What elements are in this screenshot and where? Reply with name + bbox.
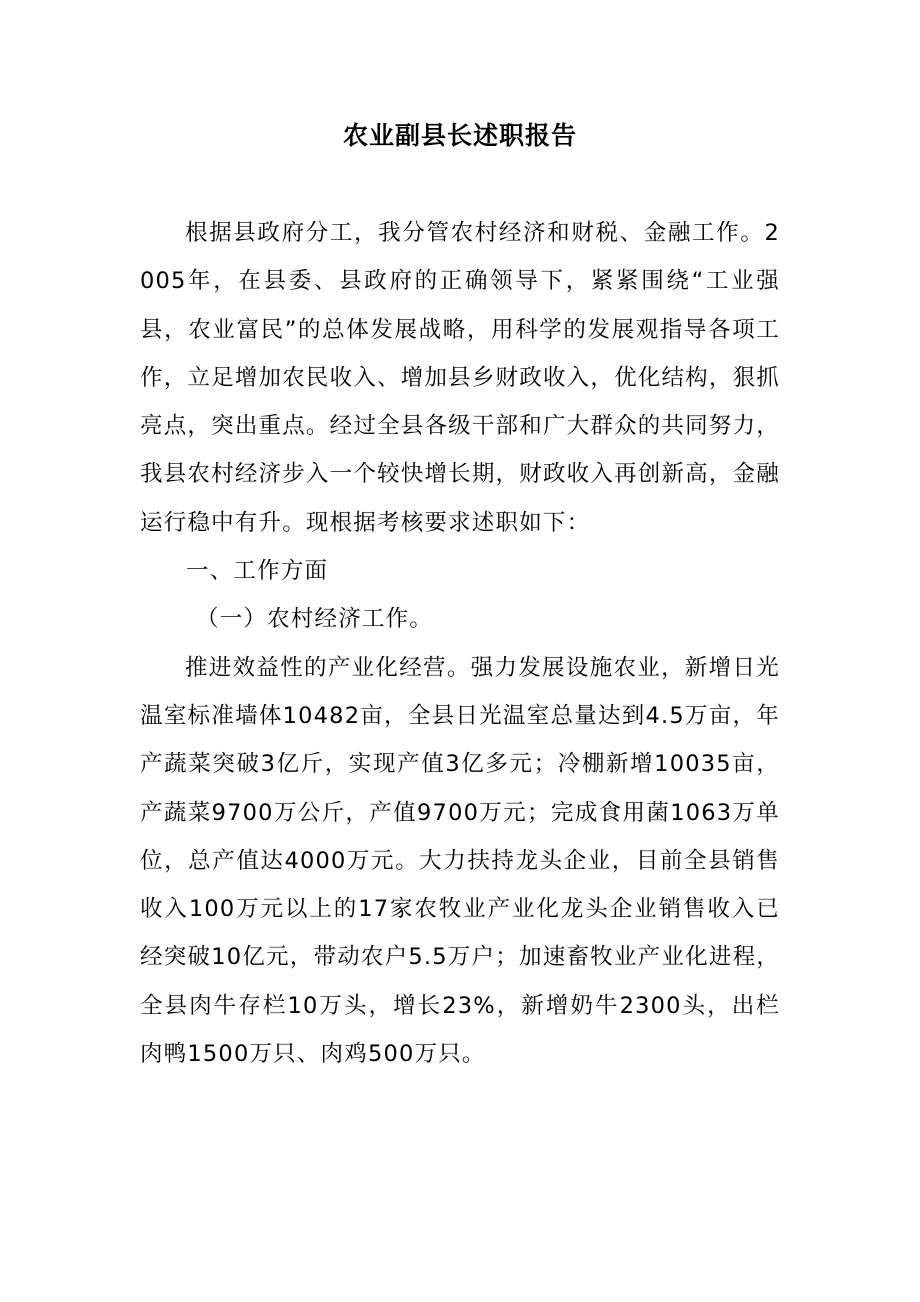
document-body <box>140 209 780 1078</box>
subsection-heading: （一）农村经济工作。 <box>196 606 434 633</box>
document-title: 农业副县长述职报告 <box>342 121 577 150</box>
section-heading: 一、工作方面 <box>186 558 329 585</box>
body-paragraph: 推进效益性的产业化经营。强力发展设施农业，新增日光温室标准墙体10482亩，全县日光温室总量达到4.5万亩，年产蔬菜突破3亿斤，实现产值3亿多元；冷棚新增10035亩，产蔬菜9700万公斤，产值9700万元；完成食用菌1063万单位，总产值达4000万元。大力扶持龙头企业，目前全县销售收入100万元以上的17家农牧业产业化龙头企业销售收入已经突破10亿元，带动农户5.5万户；加速畜牧业产业化进程，全县肉牛存栏10万头，增长23%，新增奶牛2300头，出栏肉鸭1500万只、肉鸡500万只。 <box>140 654 780 1068</box>
intro-paragraph: 根据县政府分工，我分管农村经济和财税、金融工作。2005年，在县委、县政府的正确领导下，紧紧围绕“工业强县，农业富民”的总体发展战略，用科学的发展观指导各项工作，立足增加农民收入、增加县乡财政收入，优化结构，狠抓亮点，突出重点。经过全县各级干部和广大群众的共同努力，我县农村经济步入一个较快增长期，财政收入再创新高，金融运行稳中有升。现根据考核要求述职如下： <box>140 220 780 536</box>
